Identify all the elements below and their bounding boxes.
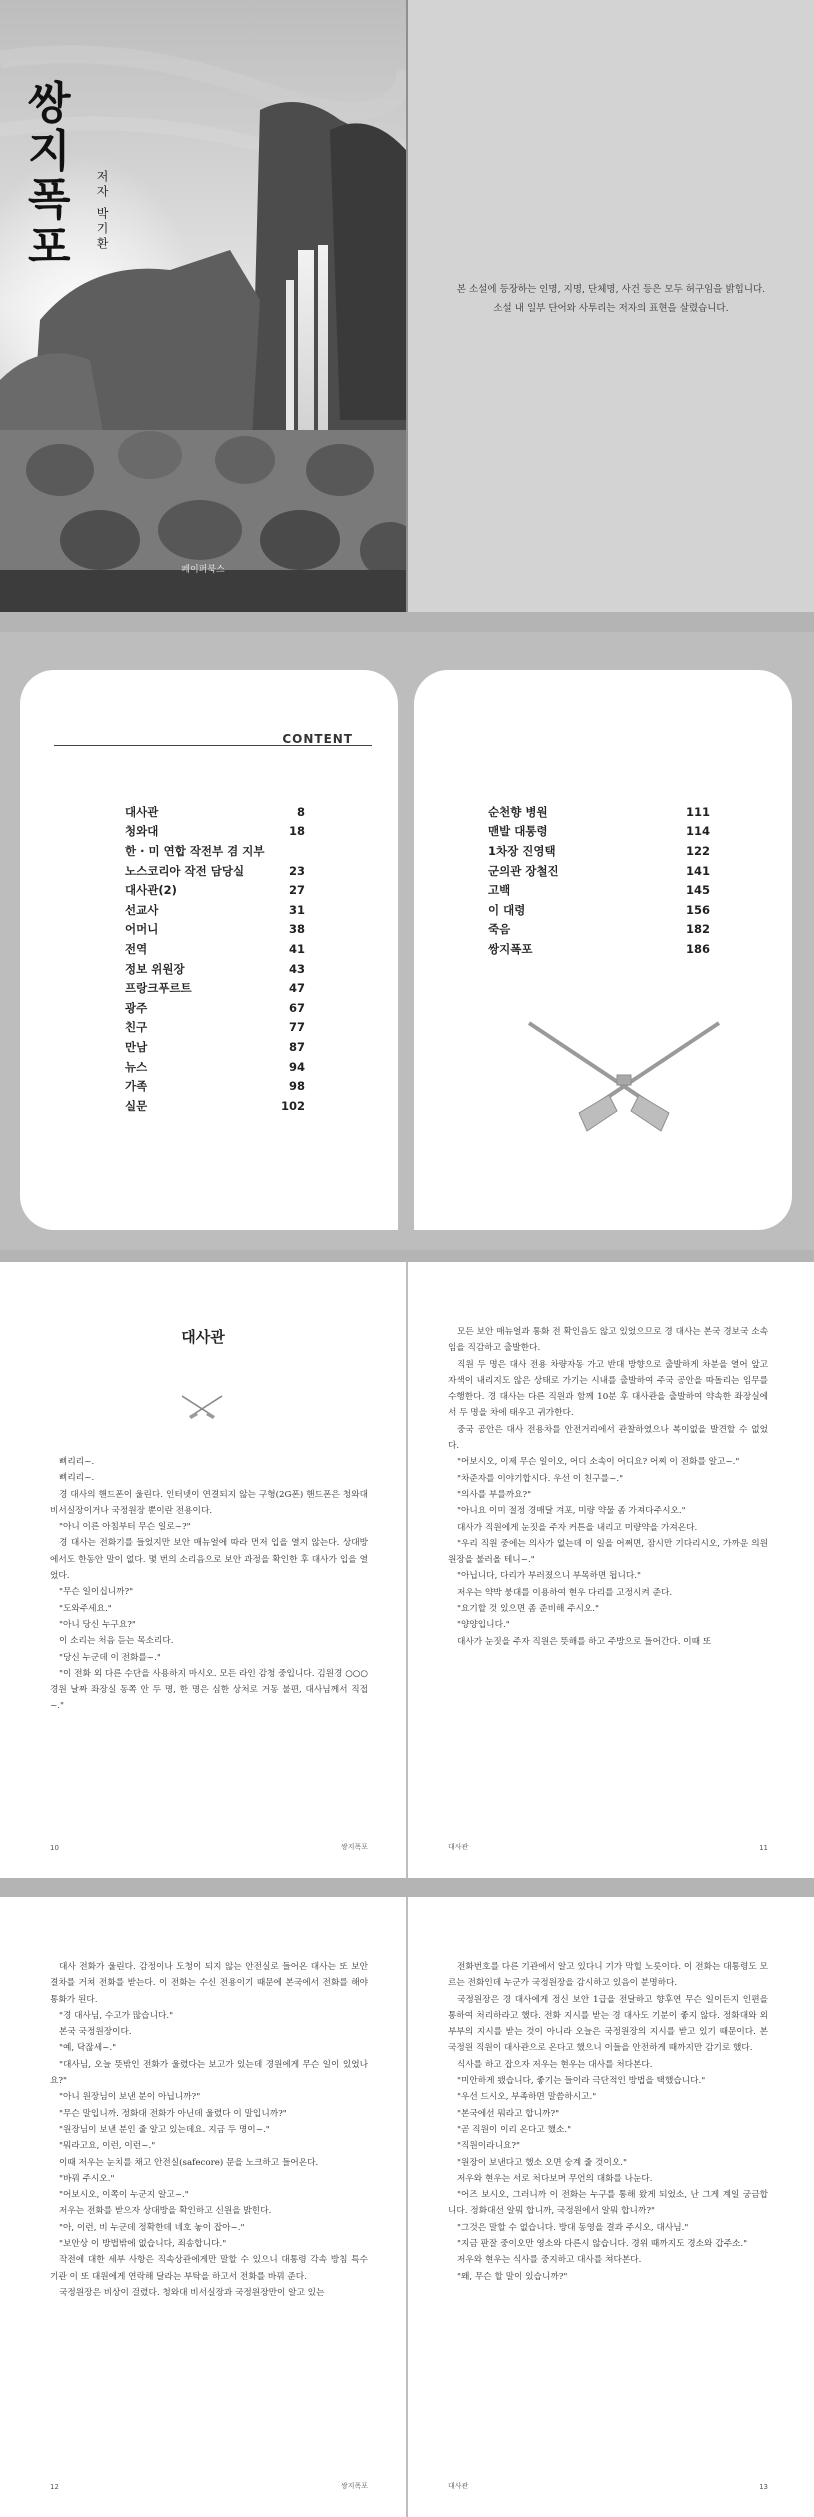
paragraph: "원장님이 보낸 분인 줄 알고 있는데요. 지금 두 명이~." [59,2124,270,2135]
paragraph: 국정원장은 비상이 걸렸다. 청와대 비서실장과 국정원장만이 알고 있는 [59,2287,325,2298]
toc-entry-title: 순천향 병원 [488,804,548,819]
toc-entry-page: 77 [288,1020,305,1035]
paragraph: 국정원장은 경 대사에게 정신 보안 1급을 전달하고 향후연 무슨 일이든지 인편을 통하여 처리하라고 했다. 전화 지시를 받는 경 대사도 기분이 좋지 않다. 정화대와 외부부의 지시를 받는 것이 아니라 오늘은 국정원장의 지시를 받고 있기 때문이다. 본 국정원 직원이 대사관으로 온다고 했으니 이들을 안전하게 때까지만 감기로 했다. [448,1994,768,2054]
spread-cover [0,0,814,612]
paragraph: 대사 전화가 울린다. 감정이나 도청이 되지 않는 안전실로 들어온 대사는 또 보안 결차를 거쳐 전화를 받는다. 이 전화는 수신 전용이기 때문에 본국에서 전화를 해야 통화가 된다. [50,1962,368,2005]
toc-entry-page: 31 [288,902,305,917]
paragraph: 전화번호를 다른 기관에서 알고 있다니 기가 막힐 노릇이다. 이 전화는 대통령도 모르는 전화인데 누군가 국정원장을 감시하고 있음이 분명하다. [448,1962,768,1989]
paragraph: 식사를 하고 잡으자 저우는 현우는 대사를 처다본다. [457,2059,653,2070]
paragraph: "아니 당신 누구요?" [59,1619,136,1630]
toc-entry-title: 정보 위원장 [125,961,185,976]
contents-card [20,670,398,1230]
cover-title-char: 포 [28,222,71,273]
toc-entry-page: 27 [288,883,305,898]
paragraph: "왜, 무슨 할 말이 있습니까?" [457,2271,568,2282]
text-page-left [0,1897,406,2517]
paragraph: "바꿔 주시오." [59,2173,115,2184]
contents-rule [54,745,372,746]
toc-entry-title: 뉴스 [125,1059,148,1074]
cover-title-char: 지 [28,126,71,177]
toc-entry[interactable] [125,920,305,940]
crossed-rifles-icon [180,1394,224,1420]
paragraph: "지금 판잘 중이오만 영소와 다른시 않습니다. 경위 때까지도 경소와 갑주소." [457,2239,748,2250]
toc-entry-title: 만남 [125,1039,148,1054]
disclaimer-line: 소설 내 일부 단어와 사투리는 저자의 표현을 살렸습니다. [493,303,729,314]
toc-entry[interactable] [488,822,710,842]
paragraph: 중국 공안은 대사 전용차를 안전거리에서 관찰하였으나 복이없을 발견할 수 없었다. [448,1424,768,1452]
cover-image [0,0,406,612]
disclaimer [448,280,774,318]
toc-entry-title: 가족 [125,1079,148,1094]
toc-entry[interactable] [488,880,710,900]
toc-entry-title: 노스코리아 작전 담당실 [125,863,245,878]
paragraph: "직원이라니요?" [457,2141,521,2152]
toc-entry[interactable] [125,939,305,959]
paragraph: "우리 직원 중에는 의사가 없는데 이 일을 어쩌면, 잠시만 기다리시오, 가까운 의원 원장을 불러올 테니~." [448,1538,768,1566]
toc-list-right [488,802,710,959]
toc-entry-title: 실문 [125,1098,148,1113]
running-head: 대사관 [448,1843,469,1851]
page-number: 13 [759,2483,768,2491]
toc-entry[interactable] [488,861,710,881]
toc-entry[interactable] [125,1037,305,1057]
paragraph: 대사가 직원에게 눈짓을 주자 커튼을 내리고 미량약을 가져온다. [457,1522,698,1533]
body-text [50,1454,368,1715]
toc-entry[interactable] [488,920,710,940]
paragraph: "무슨 말입니까. 정화대 전화가 아닌데 울렸다 이 말입니까?" [59,2108,287,2119]
paragraph: 경 대사의 핸드폰이 울린다. 인터넷이 연결되지 않는 구형(2G폰) 핸드폰은 청와대 비서실장이거나 국정원장 뿐이란 전용이다. [50,1489,368,1516]
toc-entry-page: 18 [288,824,305,839]
toc-entry-page: 38 [288,922,305,937]
paragraph: "원장이 보낸다고 했소 오면 숭계 줄 것이오." [457,2157,627,2168]
cover-author: 저자 박기환 [95,170,109,252]
toc-entry-page: 23 [288,863,305,878]
paragraph: "당신 누군데 이 전화를~." [59,1652,161,1663]
toc-entry-page: 43 [288,961,305,976]
toc-entry[interactable] [488,939,710,959]
cover-title-char: 폭 [28,174,71,225]
paragraph: "예, 닥잖세~." [59,2043,117,2054]
toc-entry-title: 전역 [125,941,148,956]
paragraph: "미안하게 됐습니다, 좋기는 들이라 극단적인 방법을 택했습니다." [457,2076,706,2087]
page-number: 10 [50,1844,59,1852]
paragraph: 삐리리~. [59,1457,95,1467]
notice-page [408,0,814,612]
toc-list-left [125,802,305,1116]
spread-text [0,1897,814,2517]
cover-title-char: 쌍 [28,78,71,129]
paragraph: "아니요 이미 절정 경매달 겨포, 미량 약물 좀 가져다주시오." [457,1506,686,1517]
paragraph: 직원 두 명은 대사 전용 차량자동 가고 반대 방향으로 출발하게 차분을 열어 앞고 자색이 내리지도 않은 상태로 가기는 시내를 출발하여 주국 공안을 따돌리는 임무를 수행한다. 경 대사는 다른 직원과 함께 10분 후 대사관을 출발하여 약속한 좌장실에서 두 명을 차에 태우고 귀가한다. [448,1359,768,1419]
paragraph: "이 전화 외 다른 수단을 사용하지 마시오. 모든 라인 감청 중입니다. 김원경 ○○○ 경원 날짜 좌장실 동쪽 안 두 명, 한 명은 심한 상처로 거동 불편, 대사님께서 직접~." [50,1668,368,1712]
spread-contents [0,632,814,1250]
page-number: 12 [50,2483,59,2491]
spread-chapter-start [0,1262,814,1878]
body-text [448,1324,768,1650]
paragraph: 삐리리~. [59,1473,95,1484]
paragraph: 저우는 전화를 받으자 상대방을 확인하고 신원을 밝힌다. [59,2206,272,2217]
paragraph: "요기할 것 있으면 좀 준비해 주시오." [457,1604,600,1615]
paragraph: 경 대사는 전화기를 들었지만 보안 매뉴얼에 따라 먼저 입을 열지 않는다. 상대방에서도 한동안 말이 없다. 몇 번의 소리음으로 보안 과정을 확인한 후 대사가 입을 열었다. [50,1538,368,1582]
paragraph: "아니 원장님이 보낸 분이 아닙니까?" [59,2092,201,2103]
paragraph: "양양입니다." [457,1620,510,1631]
toc-entry-title: 고백 [488,883,511,898]
toc-entry-page: 182 [685,922,710,937]
toc-entry-page: 67 [288,1000,305,1015]
paragraph: 이때 저우는 눈치를 채고 안전실(safecore) 문을 노크하고 들어온다. [59,2157,319,2168]
toc-entry[interactable] [125,802,305,822]
paragraph: "경 대사님, 수고가 많습니다." [59,2010,174,2021]
paragraph: "어보시오, 이제 무슨 일이오, 어디 소속이 어디요? 어찌 이 전화를 알고~." [457,1457,740,1468]
toc-entry-title: 선교사 [125,902,159,917]
toc-entry[interactable] [125,1018,305,1038]
paragraph: "무슨 일이십니까?" [59,1587,134,1598]
paragraph: 저우는 약박 붕대를 이용하여 현우 다리를 고정시켜 준다. [457,1587,673,1598]
toc-entry-title: 군의관 장철진 [488,863,559,878]
toc-entry-title: 대사관(2) [125,883,177,898]
toc-entry-page: 98 [288,1079,305,1094]
chapter-title: 대사관 [181,1328,225,1346]
paragraph: "보안상 이 방법밖에 없습니다, 죄송합니다." [59,2239,227,2250]
paragraph: "차준자를 이야기합시다. 우선 이 친구를~." [457,1473,624,1484]
toc-entry-title: 프랑크푸르트 [125,981,192,996]
toc-entry[interactable] [125,822,305,842]
cover-page [0,0,406,612]
toc-entry[interactable] [488,802,710,822]
paragraph: "본국에선 뭐라고 합니까?" [457,2108,560,2119]
paragraph: "우선 드시오, 부족하면 말씀하시고." [457,2092,597,2103]
toc-entry-title: 쌍지폭포 [488,941,533,956]
cover-publisher: 페이퍼북스 [181,565,225,575]
toc-entry[interactable] [488,900,710,920]
cover-title [28,80,71,272]
paragraph: 이 소리는 처음 듣는 목소리다. [59,1636,174,1647]
toc-entry-title: 대사관 [125,804,159,819]
contents-heading: CONTENT [282,732,353,746]
toc-entry[interactable] [125,880,305,900]
running-head: 대사관 [448,2482,469,2490]
toc-entry-title: 1차장 진영택 [488,843,556,858]
toc-entry[interactable] [125,978,305,998]
contents-page-right [408,632,814,1250]
toc-entry[interactable] [125,1076,305,1096]
paragraph: "어보시오, 이쪽이 누군지 알고~." [59,2190,189,2201]
page-number: 11 [759,1844,768,1852]
toc-entry-page: 141 [685,863,710,878]
contents-page-left [0,632,406,1250]
paragraph: "의사를 부를까요?" [457,1489,532,1500]
body-text [448,1959,768,2285]
paragraph: 저우와 현우는 식사를 중지하고 대사를 쳐다본다. [457,2255,642,2266]
toc-entry[interactable] [488,841,710,861]
paragraph: 저우와 현우는 서로 처다보며 무언의 대화를 나눈다. [457,2173,653,2184]
running-head: 쌍지폭포 [340,1843,368,1851]
toc-entry-page: 156 [685,902,710,917]
paragraph: "대사님, 오늘 뜻밖인 전화가 울렸다는 보고가 있는데 경원에게 무슨 일이 있었나요?" [50,2059,368,2087]
toc-entry-page: 145 [685,883,710,898]
toc-entry-title: 맨발 대통령 [488,824,548,839]
paragraph: "아, 이런, 비 누군데 정확한데 네호 놓이 잡아~." [59,2222,245,2233]
paragraph: "아닙니다, 다리가 부러졌으니 부목하면 됩니다." [457,1571,642,1582]
paragraph: "아니 이른 아침부터 무슨 일로~?" [59,1522,191,1533]
toc-entry[interactable] [125,959,305,979]
paragraph: "그것은 말할 수 없습니다. 방대 동영을 결과 주시오, 대사님." [457,2222,689,2233]
text-page-right [408,1897,814,2517]
toc-entry-title: 친구 [125,1020,148,1035]
text-page-left [0,1262,406,1878]
toc-entry-title: 죽음 [488,922,511,937]
paragraph: 본국 국정원장이다. [59,2027,132,2038]
crossed-rifles-icon [519,1015,729,1135]
text-page-right [408,1262,814,1878]
toc-entry-page: 122 [685,843,710,858]
disclaimer-line: 본 소설에 등장하는 인명, 지명, 단체명, 사건 등은 모두 허구임을 밝힙니다. [456,284,766,295]
paragraph: "곧 직원이 이리 온다고 했소." [457,2124,572,2135]
toc-entry[interactable] [125,1096,305,1116]
toc-entry-page: 111 [685,804,710,819]
paragraph: "어즈 보시오, 그러니까 이 전화는 누구를 통해 왔게 되었소, 난 그게 계일 궁금합니다. 정화대선 알뭐 합니까, 국정원에서 알뭐 합니까?" [448,2190,768,2217]
toc-entry-page: 8 [296,804,305,819]
toc-entry-page: 114 [685,824,710,839]
toc-entry[interactable] [125,900,305,920]
paragraph: 모든 보안 매뉴얼과 통화 전 확인음도 않고 있었으므로 경 대사는 본국 경보국 소속임을 직감하고 출발한다. [448,1327,768,1354]
toc-entry[interactable] [125,998,305,1018]
toc-entry-page: 87 [288,1039,305,1054]
paragraph: 대사가 눈짓을 주자 직원은 뜻해를 하고 주방으로 들어간다. 이때 또 [457,1636,712,1647]
running-head: 쌍지폭포 [340,2482,368,2490]
paragraph: "뭐라고요, 이런, 이런~." [59,2141,156,2152]
toc-entry-title: 어머니 [125,922,159,937]
toc-entry[interactable] [125,1057,305,1077]
toc-entry-page: 186 [685,941,710,956]
toc-entry-page: 102 [280,1098,305,1113]
paragraph: 작전에 대한 세부 사항은 직속상관에게만 말할 수 있으니 대통령 각속 방침 특수 기관 이 또 대원에게 연락해 달라는 부탁을 하고서 전화를 바꿔 준다. [50,2255,368,2282]
contents-card [414,670,792,1230]
paragraph: "도와주세요." [59,1603,112,1614]
toc-entry-title: 청와대 [125,824,159,839]
toc-entry-title: 광주 [125,1000,148,1015]
toc-entry-title: 한 · 미 연합 작전부 겸 지부 [125,843,265,858]
toc-entry-page: 94 [288,1059,305,1074]
body-text [50,1959,368,2301]
toc-entry-page: 47 [288,981,305,996]
toc-entry-page: 41 [288,941,305,956]
toc-entry[interactable] [125,841,305,861]
toc-entry-title: 이 대령 [488,902,526,917]
toc-entry[interactable] [125,861,305,881]
